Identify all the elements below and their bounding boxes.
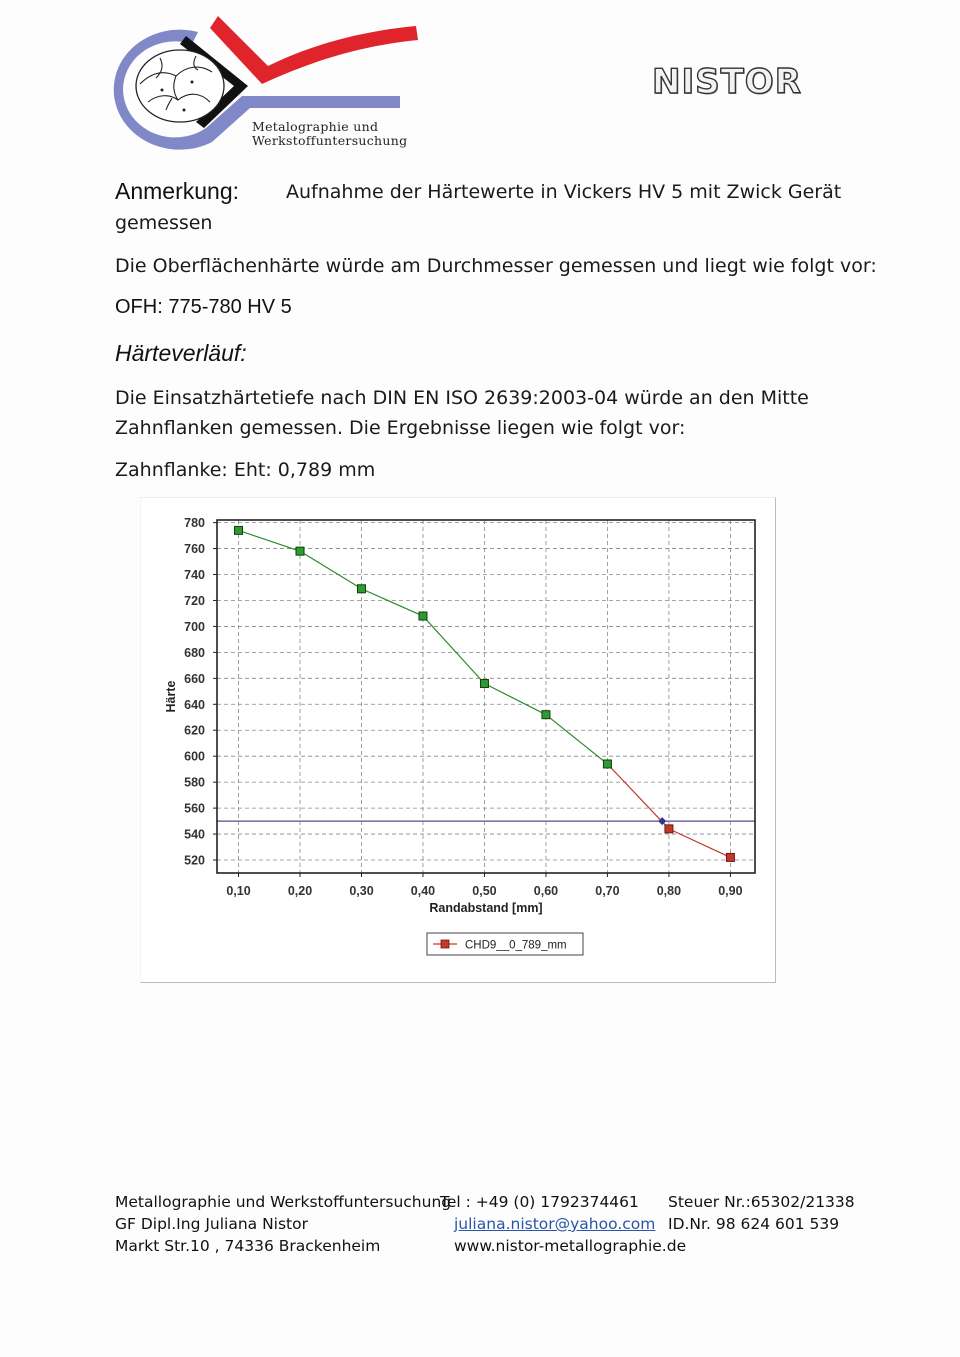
- y-tick-label: 600: [184, 749, 205, 764]
- logo-text-line2: Werkstoffuntersuchung: [252, 133, 408, 148]
- data-point: [665, 825, 673, 833]
- legend-marker: [441, 940, 449, 948]
- data-point: [542, 711, 550, 719]
- result-line: Zahnflanke: Eht: 0,789 mm: [115, 459, 376, 481]
- data-point: [480, 680, 488, 688]
- x-tick-label: 0,50: [472, 884, 497, 898]
- footer-company: Metallographie und Werkstoffuntersuchung: [115, 1193, 452, 1211]
- y-tick-label: 780: [184, 516, 205, 531]
- company-logo: [100, 10, 430, 160]
- y-tick-label: 660: [184, 671, 205, 686]
- footer-id-number: ID.Nr. 98 624 601 539: [668, 1215, 840, 1233]
- x-tick-label: 0,40: [410, 884, 436, 898]
- data-point: [603, 760, 611, 768]
- series-segment: [239, 530, 300, 551]
- y-tick-label: 640: [184, 697, 205, 712]
- y-tick-label: 760: [184, 542, 205, 557]
- x-tick-labels: [226, 873, 742, 898]
- footer-website[interactable]: www.nistor-metallographie.de: [454, 1237, 687, 1255]
- chart-grid: [217, 520, 755, 873]
- data-point: [296, 547, 304, 555]
- x-tick-label: 0,70: [595, 884, 620, 898]
- x-tick-label: 0,90: [718, 884, 743, 898]
- hardness-chart-frame: [140, 497, 776, 983]
- y-tick-label: 740: [184, 568, 205, 583]
- plot-border: [217, 520, 755, 873]
- y-tick-label: 520: [184, 853, 205, 868]
- x-tick-label: 0,30: [349, 884, 374, 898]
- note-heading: Anmerkung:: [115, 178, 240, 204]
- footer-address: Markt Str.10 , 74336 Brackenheim: [115, 1237, 381, 1255]
- x-tick-label: 0,80: [656, 884, 682, 898]
- data-point: [419, 612, 427, 620]
- data-point: [235, 526, 243, 534]
- footer-phone: Tel : +49 (0) 1792374461: [440, 1193, 639, 1211]
- legend-series-name: CHD9__0_789_mm: [465, 939, 567, 952]
- hardness-chart: [141, 498, 775, 982]
- footer-col1: [115, 1191, 451, 1257]
- series-segment: [423, 616, 484, 683]
- brand-name: NISTOR: [652, 62, 802, 102]
- section-heading: Härteverläuf:: [115, 340, 247, 366]
- y-tick-label: 700: [184, 619, 205, 634]
- note-line1-continued: gemessen: [115, 212, 213, 234]
- footer-owner: GF Dipl.Ing Juliana Nistor: [115, 1215, 308, 1233]
- series-segment: [361, 589, 422, 616]
- x-tick-label: 0,20: [287, 884, 313, 898]
- series-segment: [484, 684, 545, 715]
- y-tick-label: 720: [184, 593, 205, 608]
- y-tick-label: 560: [184, 801, 205, 816]
- x-tick-label: 0,10: [226, 884, 251, 898]
- data-point: [726, 853, 734, 861]
- surface-hardness: OFH: 775-780 HV 5: [115, 296, 292, 318]
- series-segment: [607, 764, 661, 821]
- y-tick-label: 680: [184, 645, 205, 660]
- series-segment: [300, 551, 361, 589]
- section-para-line1: Die Einsatzhärtetiefe nach DIN EN ISO 2639:2003-04 würde an den Mitte: [115, 387, 809, 409]
- footer-tax-number: Steuer Nr.:65302/21338: [668, 1193, 855, 1211]
- y-axis-label: Härte: [164, 680, 178, 713]
- section-para-line2: Zahnflanken gemessen. Die Ergebnisse liegen wie folgt vor:: [115, 417, 686, 439]
- data-point: [357, 585, 365, 593]
- footer-email-link[interactable]: juliana.nistor@yahoo.com: [454, 1215, 656, 1233]
- note-line2: Die Oberflächenhärte würde am Durchmesser gemessen und liegt wie folgt vor:: [115, 255, 877, 277]
- y-tick-label: 540: [184, 827, 205, 842]
- series-segment: [669, 829, 730, 858]
- chart-legend: [427, 933, 583, 955]
- y-tick-label: 620: [184, 723, 205, 738]
- note-line1: Aufnahme der Härtewerte in Vickers HV 5 mit Zwick Gerät: [286, 181, 842, 203]
- x-tick-label: 0,60: [533, 884, 559, 898]
- y-tick-label: 580: [184, 775, 205, 790]
- x-axis-label: Randabstand [mm]: [429, 901, 543, 915]
- y-tick-labels: [184, 516, 217, 867]
- logo-text-line1: Metalographie und: [252, 119, 379, 134]
